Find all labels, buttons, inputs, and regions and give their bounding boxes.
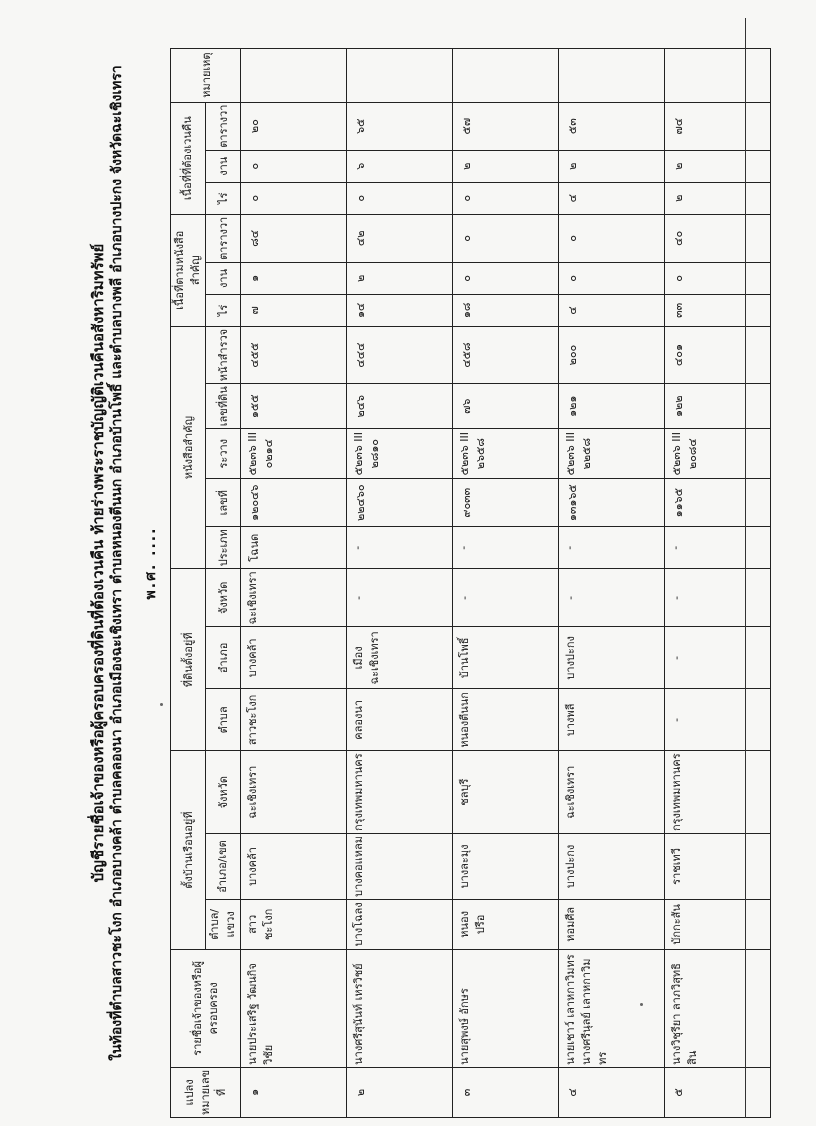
title-line-3: พ.ศ. ....	[143, 526, 159, 600]
cell-addr-prov: กรุงเทพมหานคร	[347, 751, 453, 834]
cell-addr-sub: บางโฉลง	[347, 899, 453, 949]
scan-speck	[640, 1003, 643, 1006]
header-doc-no: เลขที่	[206, 479, 241, 527]
cell-remark	[453, 48, 559, 102]
cell-doc-survey: ๒๐๐	[559, 326, 665, 383]
cell-addr-prov: ฉะเชิงเทรา	[241, 751, 347, 834]
cell-addr-dist: ราชเทวี	[665, 834, 771, 900]
table-row	[347, 48, 453, 1117]
table-row	[453, 48, 559, 1117]
cell-doc-sheet: ๕๒๓๖ III ๒๒๕๘	[559, 429, 665, 479]
cell-doc-wa: ๐	[559, 214, 665, 262]
header-expro-wa: ตารางวา	[206, 102, 241, 150]
header-doc-land-no: เลขที่ดิน	[206, 384, 241, 429]
cell-loc-dist: -	[665, 627, 771, 689]
cell-no: ๓	[453, 1067, 559, 1117]
cell-loc-sub: คลองนา	[347, 689, 453, 751]
header-address: ตั้งบ้านเรือนอยู่ที่	[171, 751, 206, 950]
cell-doc-survey: ๔๐๑	[665, 326, 771, 383]
header-loc-province: จังหวัด	[206, 569, 241, 627]
title-line-2: ในท้องที่ตำบลสาวชะโงก อำเภอบางคล้า ตำบลคลองนา อำเภอเมืองฉะเชิงเทรา ตำบลหนองตีนนก อำเภอบ้านโพธิ์ และตำบลบางพลี อำเภอบางปะกง จังหวัดฉะเชิงเทรา	[109, 65, 125, 1061]
cell-no: ๕	[665, 1067, 771, 1117]
cell-loc-sub: บางพลี	[559, 689, 665, 751]
cell-addr-sub: หอมศีล	[559, 899, 665, 949]
cell-doc-no: ๒๒๔๖๐	[347, 479, 453, 527]
cell-expro-ngan: ๐	[241, 150, 347, 182]
header-addr-district: อำเภอ/เขต	[206, 834, 241, 900]
header-area-expro: เนื้อที่ที่ต้องเวนคืน	[171, 102, 206, 214]
header-remark: หมายเหตุ	[171, 48, 241, 102]
table-row	[241, 48, 347, 1117]
header-doc: หนังสือสำคัญ	[171, 326, 206, 568]
cell-loc-dist: บางคล้า	[241, 627, 347, 689]
table-row	[559, 48, 665, 1117]
cell-addr-sub: สาวชะโงก	[241, 899, 347, 949]
header-name: รายชื่อเจ้าของหรือผู้ครอบครอง	[171, 949, 241, 1067]
table-body	[241, 48, 771, 1117]
cell-doc-land-no: ๒๔๖	[347, 384, 453, 429]
cell-name: นายสุพงษ์ อักษร	[453, 949, 559, 1067]
cell-loc-dist: บ้านโพธิ์	[453, 627, 559, 689]
cell-addr-dist: บางละมุง	[453, 834, 559, 900]
cell-expro-ngan: ๒	[665, 150, 771, 182]
cell-doc-ngan: ๒	[347, 262, 453, 294]
cell-name: นางศรีสุนันท์ เหรวิชย์	[347, 949, 453, 1067]
cell-doc-no: ๙๐๓๓	[453, 479, 559, 527]
cell-doc-wa: ๘๔	[241, 214, 347, 262]
cell-doc-type: -	[559, 527, 665, 569]
cell-doc-survey: ๔๕๕	[241, 326, 347, 383]
cell-loc-dist: บางปะกง	[559, 627, 665, 689]
cell-addr-prov: ฉะเชิงเทรา	[559, 751, 665, 834]
cell-doc-no: ๑๒๐๔๖	[241, 479, 347, 527]
cell-addr-dist: บางคอแหลม	[347, 834, 453, 900]
title-block	[0, 0, 165, 1126]
cell-expro-rai: ๐	[241, 182, 347, 214]
cell-no: ๔	[559, 1067, 665, 1117]
header-addr-subdistrict: ตำบล/แขวง	[206, 899, 241, 949]
cell-doc-type: -	[453, 527, 559, 569]
cell-doc-survey: ๔๔๔	[347, 326, 453, 383]
cell-expro-wa: ๒๐	[241, 102, 347, 150]
cell-name: นางวิชุรียา ลาภวิสุทธิสิน	[665, 949, 771, 1067]
cell-loc-prov: -	[559, 569, 665, 627]
header-doc-type: ประเภท	[206, 527, 241, 569]
header-expro-rai: ไร่	[206, 182, 241, 214]
cell-doc-type: โฉนด	[241, 527, 347, 569]
scan-speck	[160, 703, 163, 706]
cell-doc-ngan: ๐	[665, 262, 771, 294]
header-doc-ngan: งาน	[206, 262, 241, 294]
cell-name: นายเชาว์ เลาหกาวิมทร นางศรีนุลย์ เลาหกาวิมทร	[559, 949, 665, 1067]
cell-doc-ngan: ๐	[453, 262, 559, 294]
cell-loc-prov: -	[665, 569, 771, 627]
cell-doc-ngan: ๐	[559, 262, 665, 294]
cell-expro-wa: ๖๕	[347, 102, 453, 150]
cell-doc-land-no: ๑๒๒	[665, 384, 771, 429]
cell-remark	[665, 48, 771, 102]
cell-expro-wa: ๕๗	[453, 102, 559, 150]
table-row	[665, 48, 771, 1117]
cell-doc-wa: ๔๐	[665, 214, 771, 262]
cell-addr-dist: บางปะกง	[559, 834, 665, 900]
cell-no: ๒	[347, 1067, 453, 1117]
cell-expro-rai: ๒	[665, 182, 771, 214]
table-header	[171, 48, 241, 1117]
cell-loc-prov: -	[453, 569, 559, 627]
cell-addr-prov: กรุงเทพมหานคร	[665, 751, 771, 834]
cell-expro-wa: ๕๓	[559, 102, 665, 150]
cell-name: นายประเสริฐ วัฒนกิจวิชัย	[241, 949, 347, 1067]
cell-addr-sub: หนองปรือ	[453, 899, 559, 949]
cell-doc-wa: ๔๒	[347, 214, 453, 262]
header-expro-ngan: งาน	[206, 150, 241, 182]
cell-loc-prov: ฉะเชิงเทรา	[241, 569, 347, 627]
cell-addr-prov: ชลบุรี	[453, 751, 559, 834]
cell-expro-ngan: ๒	[559, 150, 665, 182]
cell-doc-land-no: ๑๒๑	[559, 384, 665, 429]
cell-doc-type: -	[347, 527, 453, 569]
header-area-doc: เนื้อที่ตามหนังสือสำคัญ	[171, 214, 206, 326]
cell-doc-no: ๑๑๖๕	[665, 479, 771, 527]
cell-doc-sheet: ๕๒๓๖ III ๐๒๑๔	[241, 429, 347, 479]
header-loc-district: อำเภอ	[206, 627, 241, 689]
cell-addr-dist: บางคล้า	[241, 834, 347, 900]
cell-loc-sub: -	[665, 689, 771, 751]
cell-doc-rai: ๑๔	[347, 294, 453, 326]
cell-doc-type: -	[665, 527, 771, 569]
cell-expro-rai: ๔	[559, 182, 665, 214]
cell-no: ๑	[241, 1067, 347, 1117]
header-parcel: แปลงหมายเลขที่	[171, 1067, 241, 1117]
cell-expro-rai: ๐	[347, 182, 453, 214]
cell-doc-sheet: ๕๒๓๖ III ๒๐๘๔	[665, 429, 771, 479]
table-bottom-line	[745, 18, 746, 1118]
cell-doc-land-no: ๑๕๕	[241, 384, 347, 429]
header-doc-wa: ตารางวา	[206, 214, 241, 262]
header-location: ที่ดินตั้งอยู่ที่	[171, 569, 206, 751]
header-addr-province: จังหวัด	[206, 751, 241, 834]
title-line-1: บัญชีรายชื่อเจ้าของหรือผู้ครอบครองที่ดินที่ต้องเวนคืน ท้ายร่างพระราชบัญญัติเวนคืนอสังหาริมทรัพย์	[89, 243, 107, 883]
cell-loc-sub: สาวชะโงก	[241, 689, 347, 751]
header-doc-survey: หน้าสำรวจ	[206, 326, 241, 383]
cell-doc-rai: ๔	[559, 294, 665, 326]
cell-doc-land-no: ๗๖	[453, 384, 559, 429]
cell-loc-sub: หนองตีนนก	[453, 689, 559, 751]
expropriation-table	[170, 48, 771, 1118]
cell-remark	[347, 48, 453, 102]
header-doc-rai: ไร่	[206, 294, 241, 326]
cell-doc-ngan: ๑	[241, 262, 347, 294]
cell-doc-wa: ๐	[453, 214, 559, 262]
cell-doc-no: ๑๓๑๖๕	[559, 479, 665, 527]
cell-doc-rai: ๑๘	[453, 294, 559, 326]
cell-loc-dist: เมืองฉะเชิงเทรา	[347, 627, 453, 689]
cell-doc-rai: ๓๓	[665, 294, 771, 326]
header-doc-sheet: ระวาง	[206, 429, 241, 479]
cell-remark	[559, 48, 665, 102]
header-loc-subdistrict: ตำบล	[206, 689, 241, 751]
cell-expro-rai: ๐	[453, 182, 559, 214]
cell-expro-wa: ๗๔	[665, 102, 771, 150]
cell-doc-sheet: ๕๒๓๖ III ๒๘๑๐	[347, 429, 453, 479]
cell-doc-sheet: ๕๒๓๖ III ๒๖๕๘	[453, 429, 559, 479]
cell-expro-ngan: ๖	[347, 150, 453, 182]
cell-loc-prov: -	[347, 569, 453, 627]
cell-remark	[241, 48, 347, 102]
cell-doc-rai: ๗	[241, 294, 347, 326]
cell-doc-survey: ๔๕๘	[453, 326, 559, 383]
cell-expro-ngan: ๒	[453, 150, 559, 182]
cell-addr-sub: บักกะสัน	[665, 899, 771, 949]
